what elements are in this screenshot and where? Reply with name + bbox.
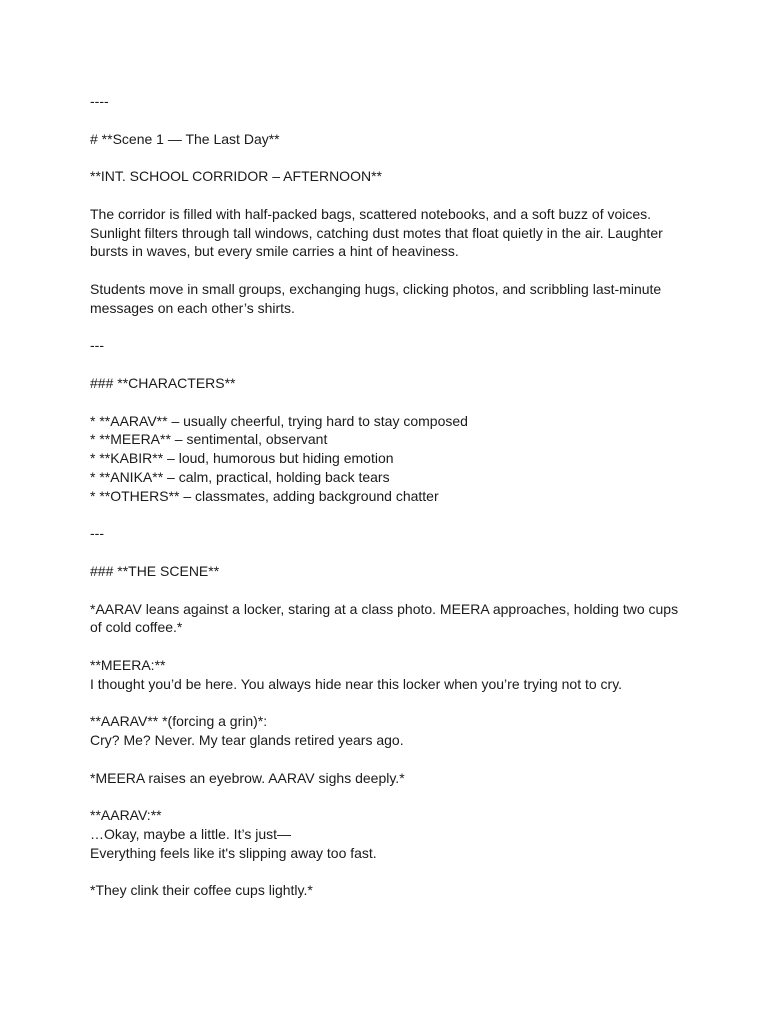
- blank-line: [90, 863, 690, 882]
- character-item: * **AARAV** – usually cheerful, trying hard to stay composed: [90, 412, 468, 429]
- characters-heading: ### **CHARACTERS**: [90, 374, 236, 391]
- character-item: * **MEERA** – sentimental, observant: [90, 431, 328, 448]
- speaker-label: **AARAV** *(forcing a grin)*:: [90, 713, 268, 730]
- blank-line: [90, 506, 690, 525]
- scene-section-heading: ### **THE SCENE**: [90, 562, 220, 579]
- blank-line: [90, 148, 690, 167]
- action-line: of cold coffee.*: [90, 619, 183, 636]
- blank-line: [90, 694, 690, 713]
- separator: ---: [90, 337, 104, 354]
- character-item: * **KABIR** – loud, humorous but hiding emotion: [90, 450, 394, 467]
- description-line: Sunlight filters through tall windows, catching dust motes that float quietly in the air. Laughter: [90, 224, 663, 241]
- slugline: **INT. SCHOOL CORRIDOR – AFTERNOON**: [90, 168, 382, 185]
- blank-line: [90, 318, 690, 337]
- blank-line: [90, 186, 690, 205]
- dialogue-line: Everything feels like it's slipping away too fast.: [90, 844, 377, 861]
- dialogue-line: …Okay, maybe a little. It’s just—: [90, 826, 291, 843]
- document-page: [90, 92, 690, 900]
- blank-line: [90, 261, 690, 280]
- speaker-label: **AARAV:**: [90, 807, 162, 824]
- description-line: Students move in small groups, exchanging hugs, clicking photos, and scribbling last-minute: [90, 280, 662, 297]
- action-line: *They clink their coffee cups lightly.*: [90, 882, 313, 899]
- separator-top: ----: [90, 93, 109, 109]
- action-line: *AARAV leans against a locker, staring at a class photo. MEERA approaches, holding two cups: [90, 600, 679, 617]
- description-line: bursts in waves, but every smile carries a hint of heaviness.: [90, 243, 459, 260]
- description-line: messages on each other’s shirts.: [90, 299, 295, 316]
- scene-heading: # **Scene 1 — The Last Day**: [90, 130, 280, 147]
- dialogue-line: Cry? Me? Never. My tear glands retired years ago.: [90, 732, 404, 749]
- dialogue-line: I thought you’d be here. You always hide near this locker when you’re trying not to cry.: [90, 675, 623, 692]
- blank-line: [90, 750, 690, 769]
- character-item: * **OTHERS** – classmates, adding background chatter: [90, 487, 439, 504]
- blank-line: [90, 355, 690, 374]
- action-line: *MEERA raises an eyebrow. AARAV sighs deeply.*: [90, 769, 405, 786]
- separator: ---: [90, 525, 104, 542]
- description-line: The corridor is filled with half-packed bags, scattered notebooks, and a soft buzz of voices.: [90, 205, 652, 222]
- blank-line: [90, 637, 690, 656]
- blank-line: [90, 543, 690, 562]
- character-item: * **ANIKA** – calm, practical, holding back tears: [90, 468, 390, 485]
- blank-line: [90, 787, 690, 806]
- blank-line: [90, 581, 690, 600]
- blank-line: [90, 393, 690, 412]
- blank-line: [90, 111, 690, 130]
- speaker-label: **MEERA:**: [90, 656, 166, 673]
